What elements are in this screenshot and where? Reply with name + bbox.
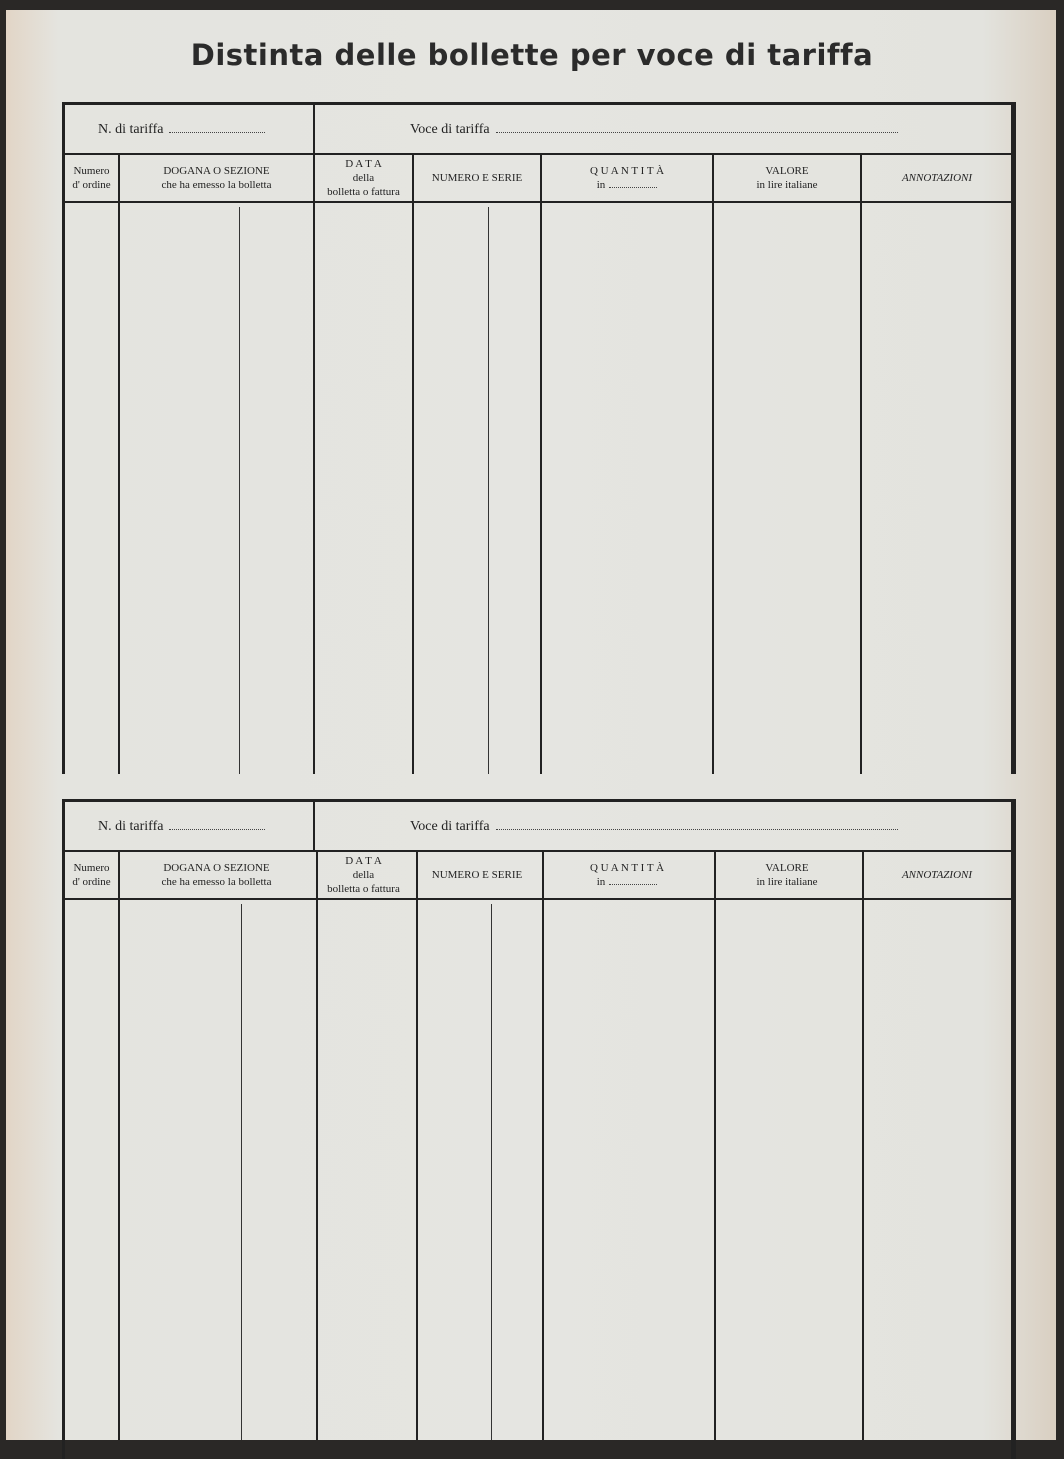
- col-header-line: [597, 178, 658, 192]
- col-divider: [860, 155, 862, 774]
- tariff-form-1: [62, 102, 1022, 774]
- col-divider: [542, 852, 544, 1440]
- col-divider: [118, 852, 120, 1440]
- col-header-line: [597, 875, 658, 889]
- col-header-line: D A T A: [345, 855, 382, 867]
- col-header-quantita: [542, 157, 712, 199]
- col-header-valore: [714, 157, 860, 199]
- unit-blank[interactable]: [609, 876, 657, 885]
- col-header-line: VALORE: [765, 165, 809, 177]
- col-divider: [540, 155, 542, 774]
- col-header-line: che ha emesso la bolletta: [161, 179, 272, 191]
- col-divider: [714, 852, 716, 1440]
- col-header-line: D A T A: [345, 158, 382, 170]
- col-header-numero-serie: [414, 854, 540, 896]
- col-header-line: Q U A N T I T À: [589, 165, 665, 177]
- voce-label: Voce di tariffa: [410, 819, 490, 834]
- col-header-quantita: [542, 854, 712, 896]
- col-header-numero: [65, 854, 118, 896]
- col-header-line: Numero: [73, 862, 110, 874]
- unit-label: in: [596, 876, 606, 888]
- col-header-annotazioni: [862, 854, 1012, 896]
- sub-col-divider: [491, 904, 492, 1440]
- voce-label: Voce di tariffa: [410, 122, 490, 137]
- col-divider: [712, 155, 714, 774]
- col-header-line: che ha emesso la bolletta: [161, 876, 272, 888]
- unit-blank[interactable]: [609, 179, 657, 188]
- col-divider: [118, 155, 120, 774]
- col-header-line: della: [352, 172, 375, 184]
- col-header-line: in lire italiane: [756, 179, 818, 191]
- col-header-line: ANNOTAZIONI: [901, 172, 973, 184]
- header-top-line: [65, 153, 1011, 155]
- n-tariffa-label: N. di tariffa: [98, 819, 164, 834]
- n-tariffa-blank[interactable]: [169, 122, 265, 133]
- voce-field: [410, 819, 898, 835]
- col-header-data: [315, 157, 412, 199]
- col-header-line: in lire italiane: [756, 876, 818, 888]
- col-header-numero: [65, 157, 118, 199]
- col-header-line: d' ordine: [72, 179, 111, 191]
- top-divider: [313, 105, 315, 155]
- voce-field: [410, 122, 898, 138]
- col-header-line: d' ordine: [72, 876, 111, 888]
- page-title: Distinta delle bollette per voce di tariffa: [190, 38, 874, 72]
- col-header-line: NUMERO E SERIE: [431, 172, 523, 184]
- header-bottom-line: [65, 898, 1011, 900]
- col-header-valore: [714, 854, 860, 896]
- n-tariffa-field: [98, 122, 265, 138]
- col-header-dogana: [120, 157, 313, 199]
- n-tariffa-label: N. di tariffa: [98, 122, 164, 137]
- col-header-line: bolletta o fattura: [327, 883, 400, 895]
- col-header-line: VALORE: [765, 862, 809, 874]
- header-top-line: [65, 850, 1011, 852]
- n-tariffa-field: [98, 819, 265, 835]
- col-header-numero-serie: [414, 157, 540, 199]
- col-header-line: della: [352, 869, 375, 881]
- col-header-data: [315, 854, 412, 896]
- col-header-line: bolletta o fattura: [327, 186, 400, 198]
- col-divider: [412, 155, 414, 774]
- voce-blank[interactable]: [496, 819, 898, 830]
- col-header-line: DOGANA O SEZIONE: [163, 862, 270, 874]
- col-divider: [316, 852, 318, 1440]
- col-header-line: NUMERO E SERIE: [431, 869, 523, 881]
- col-header-annotazioni: [862, 157, 1012, 199]
- col-divider: [862, 852, 864, 1440]
- unit-label: in: [596, 179, 606, 191]
- col-header-line: DOGANA O SEZIONE: [163, 165, 270, 177]
- header-bottom-line: [65, 201, 1011, 203]
- col-header-line: ANNOTAZIONI: [901, 869, 973, 881]
- voce-blank[interactable]: [496, 122, 898, 133]
- col-divider: [416, 852, 418, 1440]
- col-header-line: Numero: [73, 165, 110, 177]
- col-divider: [313, 155, 315, 774]
- col-header-dogana: [120, 854, 313, 896]
- sub-col-divider: [241, 904, 242, 1440]
- tariff-form-2: [62, 799, 1022, 1440]
- n-tariffa-blank[interactable]: [169, 819, 265, 830]
- sub-col-divider: [488, 207, 489, 774]
- top-divider: [313, 802, 315, 852]
- col-header-line: Q U A N T I T À: [589, 862, 665, 874]
- sub-col-divider: [239, 207, 240, 774]
